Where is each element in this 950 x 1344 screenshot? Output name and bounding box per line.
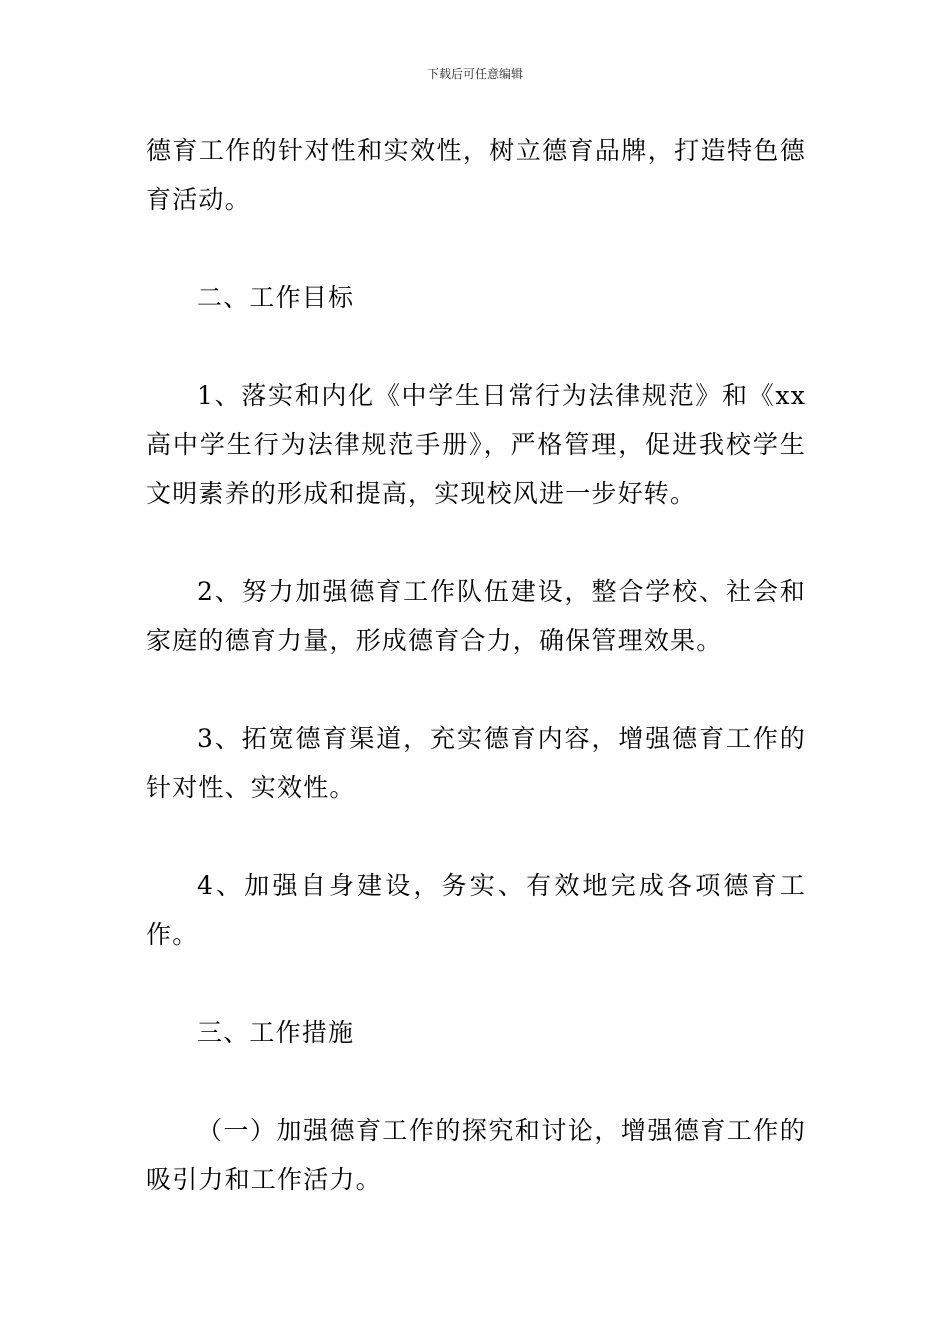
paragraph-gap xyxy=(146,959,806,1008)
paragraph-goal-3: 3、拓宽德育渠道，充实德育内容，增强德育工作的针对性、实效性。 xyxy=(146,724,806,802)
paragraph-gap xyxy=(146,518,806,567)
paragraph-gap xyxy=(146,665,806,714)
paragraph-gap xyxy=(146,322,806,371)
paragraph-continuation: 德育工作的针对性和实效性，树立德育品牌，打造特色德育活动。 xyxy=(146,136,806,214)
paragraph-gap xyxy=(146,224,806,273)
section-heading-work-goals: 二、工作目标 xyxy=(197,283,355,312)
paragraph-goal-1: 1、落实和内化《中学生日常行为法律规范》和《xx高中学生行为法律规范手册》，严格管理，促进我校学生文明素养的形成和提高，实现校风进一步好转。 xyxy=(146,381,806,508)
paragraph-gap xyxy=(146,812,806,861)
paragraph-goal-4: 4、加强自身建设，务实、有效地完成各项德育工作。 xyxy=(146,871,806,949)
paragraph-goal-2: 2、努力加强德育工作队伍建设，整合学校、社会和家庭的德育力量，形成德育合力，确保管理效果。 xyxy=(146,577,806,655)
paragraph-measure-1: （一）加强德育工作的探究和讨论，增强德育工作的吸引力和工作活力。 xyxy=(146,1116,806,1194)
section-heading-work-measures: 三、工作措施 xyxy=(197,1018,355,1047)
document-body xyxy=(146,126,806,1204)
paragraph-gap xyxy=(146,1057,806,1106)
page-header: 下载后可任意编辑 xyxy=(426,67,523,81)
